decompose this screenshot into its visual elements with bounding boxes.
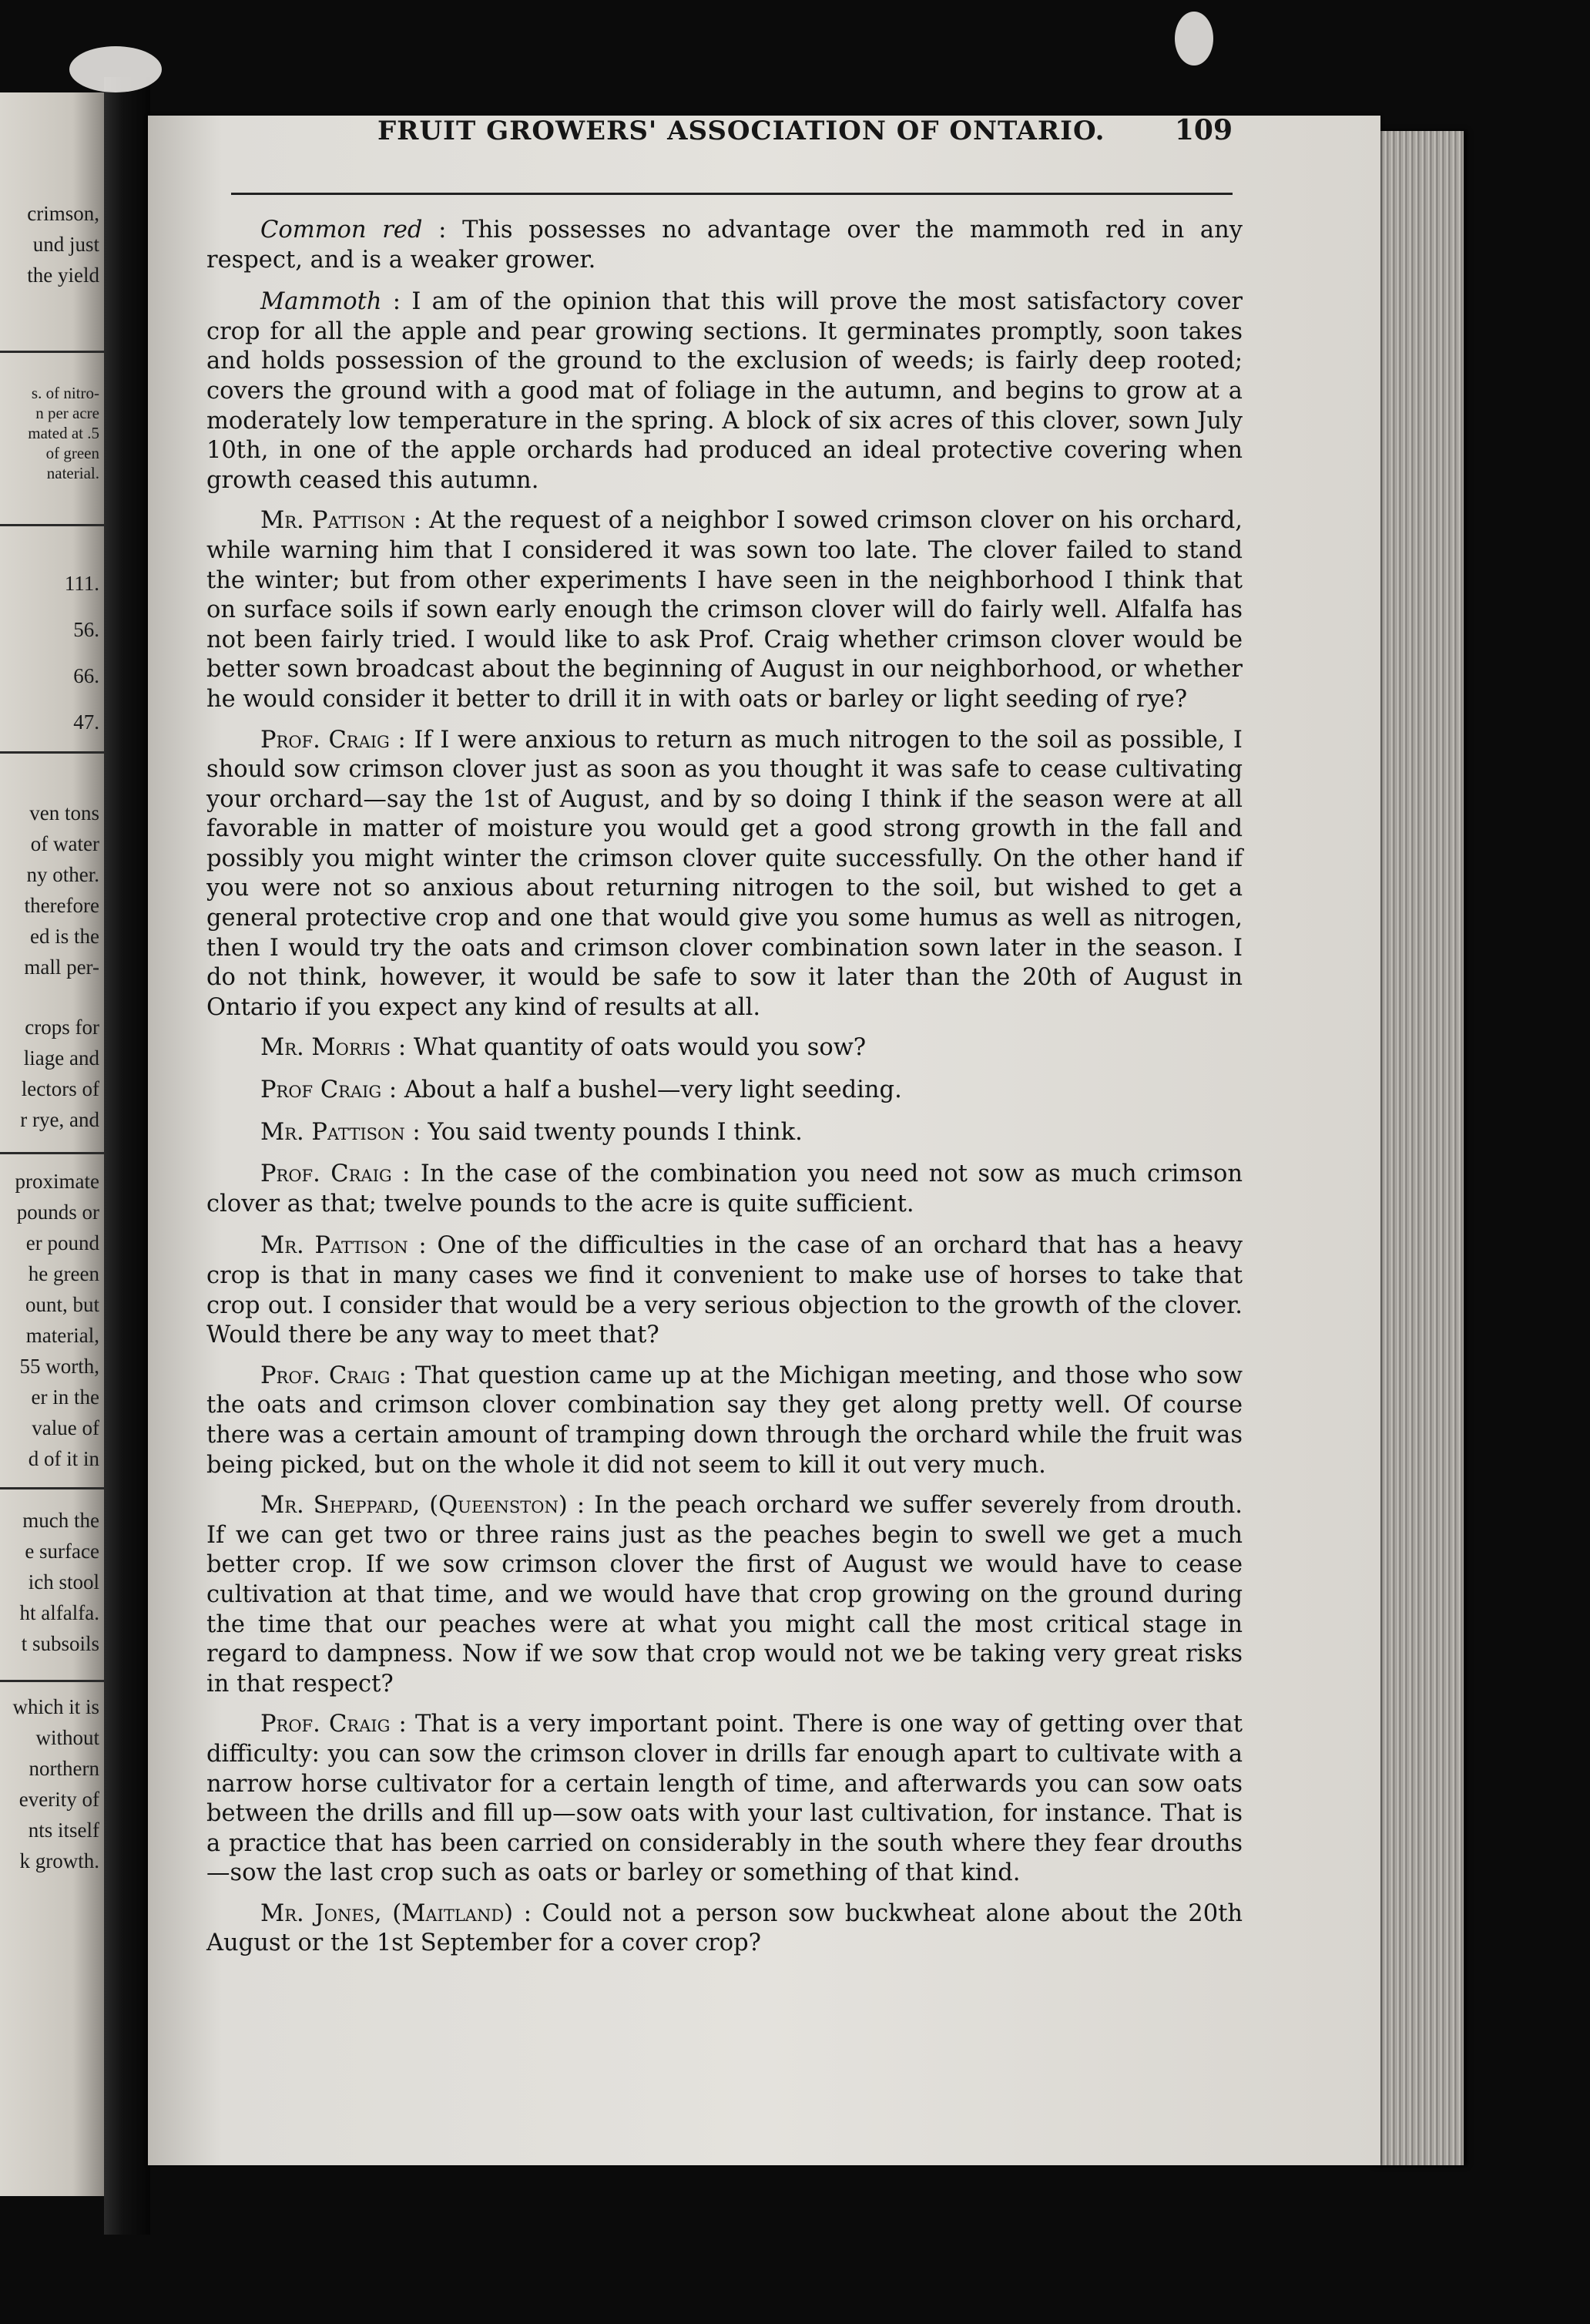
- speaker-label: Mr. Pattison: [260, 1118, 405, 1146]
- paragraph: [206, 216, 1243, 275]
- left-page-line: ed is the: [30, 925, 99, 948]
- left-page-line: mall per-: [24, 955, 99, 979]
- left-page-line: ny other.: [26, 863, 99, 886]
- page-number: 109: [1174, 114, 1233, 146]
- left-page-fragment: [0, 92, 104, 2196]
- paragraph-text: What quantity of oats would you sow?: [413, 1034, 867, 1062]
- left-page-line: 66.: [73, 664, 99, 687]
- speaker-colon: :: [408, 1232, 438, 1260]
- speaker-label: Prof. Craig: [260, 1711, 391, 1738]
- paragraph: [206, 1491, 1243, 1699]
- left-page-rule: [0, 1152, 104, 1154]
- left-page-line: liage and: [23, 1046, 99, 1070]
- left-page-line: without: [35, 1726, 99, 1749]
- speaker-colon: :: [381, 288, 412, 316]
- paragraph-text: In the case of the combination you need not sow as much crimson clover as that; twelve pounds to the acre is quite sufficient.: [206, 1160, 1243, 1217]
- left-page-line: nts itself: [28, 1819, 99, 1842]
- left-page-line: therefore: [24, 894, 99, 917]
- paragraph: [206, 1231, 1243, 1350]
- left-page-line: of water: [30, 832, 99, 855]
- left-page-line: e surface: [25, 1540, 99, 1563]
- left-page-rule: [0, 1680, 104, 1682]
- speaker-colon: :: [513, 1899, 542, 1927]
- paragraph-text: About a half a bushel—very light seeding.: [404, 1076, 902, 1104]
- paragraph: [206, 1076, 1243, 1106]
- left-page-line: material,: [25, 1324, 99, 1347]
- left-page-line: pounds or: [16, 1201, 99, 1224]
- speaker-colon: :: [381, 1076, 404, 1104]
- left-page-line: naterial.: [46, 464, 99, 482]
- paper-damage-speck: [1175, 12, 1213, 65]
- left-page-line: he green: [28, 1262, 99, 1285]
- paragraph-text: If I were anxious to return as much nitrogen to the soil as possible, I should sow crimson clover just as soon as you thought it was safe to cease cultivating your orchard—say the 1st of August, and by so doing I think if the season were at all favorable in matter of moisture you would get a good strong growth in the fall and possibly you might winter the crimson clover quite successfully. On the other hand if you were not so anxious about returning nitrogen to the soil, but wished to get a general protective crop and one that would give you some humus as well as nitrogen, then I would try the oats and crimson clover combination sown later in the season. I do not think, however, it would be safe to sow it later than the 20th of August in Ontario if you expect any kind of results at all.: [206, 726, 1243, 1021]
- speaker-colon: :: [391, 1160, 421, 1188]
- left-page-line: und just: [32, 233, 99, 256]
- paragraph-text: That is a very important point. There is one way of getting over that difficulty: you can sow the crimson clover in drills far enough apart to cultivate with a narrow horse cultivator for a certain length of time, and afterwards you can sow oats between the drills and fill up—sow oats with your last cultivation, for instance. That is a practice that has been carried on considerably in the south where they fear drouths—sow the last crop such as oats or barley or something of that kind.: [206, 1711, 1243, 1887]
- speaker-colon: :: [567, 1492, 595, 1520]
- speaker-label: Mr. Morris: [260, 1034, 391, 1062]
- left-page-line: 47.: [73, 710, 99, 734]
- paragraph-text: I am of the opinion that this will prove the most satisfactory cover crop for all the apple and pear growing sections. It germinates promptly, soon takes and holds possession of the ground to the exclusion of weeds; is fairly deep rooted; covers the ground with a good mat of foliage in the autumn, and begins to grow at a moderately low temperature in the spring. A block of six acres of this clover, sown July 10th, in one of the apple orchards had produced an ideal protective covering when growth ceased this autumn.: [206, 288, 1243, 494]
- body-text: [206, 216, 1243, 1971]
- left-page-line: proximate: [15, 1170, 99, 1193]
- left-page-line: 111.: [64, 572, 99, 595]
- left-page-line: d of it in: [28, 1447, 99, 1470]
- paragraph: [206, 506, 1243, 714]
- paragraph-text: At the request of a neighbor I sowed crimson clover on his orchard, while warning him that I considered it was sown too late. The clover failed to stand the winter; but from other experiments I have seen in the neighborhood I think that on surface soils if sown early enough the crimson clover will do fairly well. Alfalfa has not been fairly tried. I would like to ask Prof. Craig whether crimson clover would be better sown broadcast about the beginning of August in our neighborhood, or whether he would consider it better to drill it in with oats or barley or light seeding of rye?: [206, 507, 1243, 713]
- speaker-label: Prof. Craig: [260, 726, 390, 754]
- speaker-label: Mr. Pattison: [260, 507, 406, 535]
- left-page-line: er in the: [31, 1385, 99, 1409]
- left-page-line: the yield: [27, 264, 99, 287]
- left-page-line: r rye, and: [20, 1108, 99, 1131]
- paragraph-text: Could not a person sow buckwheat alone about the 20th August or the 1st September for a cover crop?: [206, 1899, 1243, 1957]
- left-page-rule: [0, 1487, 104, 1489]
- left-page-line: t subsoils: [21, 1632, 99, 1655]
- left-page-line: which it is: [12, 1695, 99, 1718]
- speaker-colon: :: [390, 1711, 415, 1738]
- paragraph-text: One of the difficulties in the case of an orchard that has a heavy crop is that in many cases we find it convenient to make use of horses to take that crop out. I consider that would be a very serious objection to the growth of the clover. Would there be any way to meet that?: [206, 1232, 1243, 1349]
- speaker-colon: :: [405, 507, 430, 535]
- left-page-line: ount, but: [25, 1293, 99, 1316]
- paragraph: [206, 287, 1243, 495]
- left-page-line: ich stool: [28, 1570, 99, 1594]
- speaker-colon: :: [422, 217, 463, 243]
- left-page-line: crops for: [25, 1016, 99, 1039]
- paragraph-text: This possesses no advantage over the mammoth red in any respect, and is a weaker grower.: [206, 217, 1243, 274]
- left-page-rule: [0, 524, 104, 526]
- paragraph-text: You said twenty pounds I think.: [428, 1118, 803, 1146]
- left-page-rule: [0, 751, 104, 754]
- left-page-line: value of: [32, 1416, 99, 1439]
- left-page-line: lectors of: [21, 1077, 99, 1100]
- speaker-colon: :: [390, 1362, 415, 1389]
- left-page-line: northern: [29, 1757, 99, 1780]
- running-title: FRUIT GROWERS' ASSOCIATION OF ONTARIO.: [377, 116, 1105, 146]
- running-header: [231, 114, 1233, 146]
- speaker-label: Prof. Craig: [260, 1160, 392, 1188]
- paragraph: [206, 1033, 1243, 1063]
- left-page-line: ven tons: [29, 801, 99, 824]
- page-edges: [1371, 131, 1464, 2165]
- speaker-colon: :: [391, 1034, 414, 1062]
- speaker-label: Common red: [260, 217, 423, 243]
- left-page-line: of green: [45, 444, 99, 462]
- left-page-line: much the: [22, 1509, 99, 1532]
- paragraph: [206, 1362, 1243, 1480]
- speaker-label: Mr. Sheppard, (Queenston): [260, 1492, 568, 1520]
- left-page-line: crimson,: [27, 202, 99, 225]
- left-page-line: ht alfalfa.: [19, 1601, 99, 1624]
- speaker-label: Mr. Pattison: [260, 1232, 408, 1260]
- left-page-line: n per acre: [35, 404, 99, 422]
- left-page-rule: [0, 351, 104, 353]
- speaker-colon: :: [389, 726, 414, 754]
- speaker-label: Mammoth: [260, 288, 382, 316]
- speaker-colon: :: [404, 1118, 428, 1146]
- left-page-line: 56.: [73, 618, 99, 641]
- left-page-line: 55 worth,: [19, 1355, 99, 1378]
- paragraph: [206, 1710, 1243, 1889]
- paragraph: [206, 1118, 1243, 1148]
- speaker-label: Prof Craig: [260, 1076, 382, 1104]
- speaker-label: Mr. Jones, (Maitland): [260, 1899, 514, 1927]
- left-page-line: k growth.: [19, 1849, 99, 1872]
- paragraph: [206, 1160, 1243, 1219]
- left-page-line: er pound: [25, 1231, 99, 1254]
- book-gutter: [104, 77, 150, 2235]
- left-page-line: mated at .5: [28, 424, 99, 442]
- paragraph: [206, 1899, 1243, 1959]
- left-page-line: everity of: [18, 1788, 99, 1811]
- paragraph-text: That question came up at the Michigan meeting, and those who sow the oats and crimson clover combination say they get along pretty well. Of course there was a certain amount of tramping down through the orchard while the fruit was being picked, but on the whole it did not seem to kill it out very much.: [206, 1362, 1243, 1479]
- paragraph: [206, 726, 1243, 1023]
- speaker-label: Prof. Craig: [260, 1362, 391, 1389]
- paper-damage-speck: [69, 46, 162, 92]
- left-page-line: s. of nitro-: [31, 384, 99, 402]
- header-rule: [231, 193, 1233, 195]
- paragraph-text: In the peach orchard we suffer severely from drouth. If we can get two or three rains just as the peaches begin to swell we get a much better crop. If we sow crimson clover the first of August we would have to cease cultivation at that time, and we would have that crop growing on the ground during the time that our peaches were at what you might call the most critical stage in regard to dampness. Now if we sow that crop would not we be taking very great risks in that respect?: [206, 1492, 1243, 1698]
